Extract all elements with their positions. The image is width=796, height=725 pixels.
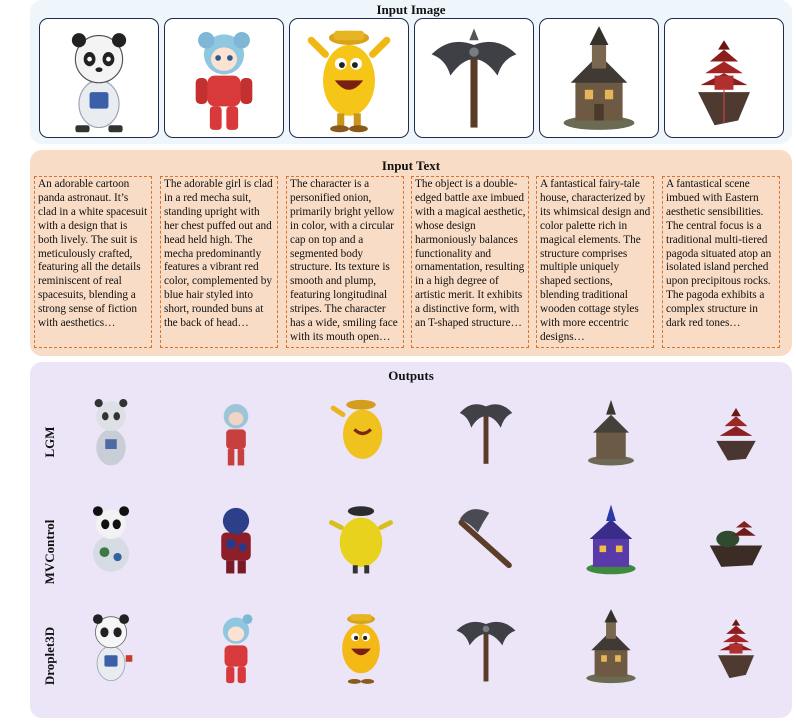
output-mvcontrol-pagoda (695, 498, 777, 580)
mecha-girl-icon (195, 606, 277, 688)
onion-character-icon (320, 498, 402, 580)
input-image-mecha-girl (164, 18, 284, 138)
pagoda-island-icon (695, 498, 777, 580)
outputs-title: Outputs (388, 368, 434, 383)
output-droplet3d-axe (445, 606, 527, 688)
fairy-house-icon (570, 390, 652, 472)
output-lgm-panda (70, 390, 152, 472)
input-image-fairy-house (539, 18, 659, 138)
fairy-house-icon (540, 19, 658, 137)
pagoda-island-icon (695, 390, 777, 472)
fairy-house-icon (570, 498, 652, 580)
panda-astronaut-icon (70, 606, 152, 688)
onion-character-icon (320, 606, 402, 688)
mecha-girl-icon (195, 390, 277, 472)
input-text-box-2: The adorable girl is clad in a red mecha suit, standing upright with her chest puffed out and head held high. The mecha predominantly features a vibrant red color, complemented by blue hair styled into short, rounded buns at the back of head… (160, 176, 278, 348)
input-image-pagoda (664, 18, 784, 138)
battle-axe-icon (445, 498, 527, 580)
pagoda-island-icon (695, 606, 777, 688)
output-droplet3d-onion (320, 606, 402, 688)
pagoda-island-icon (665, 19, 783, 137)
row-label-droplet3d: Droplet3D (42, 626, 57, 686)
output-mvcontrol-axe (445, 498, 527, 580)
input-text-box-1: An adorable cartoon panda astronaut. It’s clad in a white spacesuit with a design that is both lively. The suit is meticulously crafted, featuring all the details reminiscent of real spacesuits, blending a strong sense of fiction with aesthetics… (34, 176, 152, 348)
output-lgm-mecha-girl (195, 390, 277, 472)
onion-character-icon (320, 390, 402, 472)
row-label-lgm: LGM (42, 426, 57, 458)
panda-astronaut-icon (70, 498, 152, 580)
panda-astronaut-icon (70, 390, 152, 472)
output-droplet3d-pagoda (695, 606, 777, 688)
fairy-house-icon (570, 606, 652, 688)
output-mvcontrol-mecha-girl (195, 498, 277, 580)
battle-axe-icon (445, 390, 527, 472)
input-image-title: Input Image (376, 2, 446, 17)
output-mvcontrol-panda (70, 498, 152, 580)
input-image-axe (414, 18, 534, 138)
battle-axe-icon (445, 606, 527, 688)
input-image-panda (39, 18, 159, 138)
input-image-panel (30, 0, 792, 144)
row-label-mvcontrol: MVControl (42, 519, 57, 585)
output-droplet3d-fairy-house (570, 606, 652, 688)
input-text-panel (30, 150, 792, 356)
output-lgm-onion (320, 390, 402, 472)
outputs-panel (30, 362, 792, 718)
output-mvcontrol-onion (320, 498, 402, 580)
input-image-onion (289, 18, 409, 138)
output-droplet3d-panda (70, 606, 152, 688)
input-text-box-3: The character is a personified onion, primarily bright yellow in color, with a circular cap on top and a segmented body structure. Its texture is smooth and plump, featuring longitudinal stripes. The character has a wide, smiling face with its mouth open… (286, 176, 404, 348)
output-lgm-pagoda (695, 390, 777, 472)
input-text-box-5: A fantastical fairy-tale house, characterized by its whimsical design and color palette rich in magical elements. The structure comprises multiple uniquely shaped sections, blending traditional wooden cottage styles with more eccentric designs… (536, 176, 654, 348)
output-mvcontrol-fairy-house (570, 498, 652, 580)
output-lgm-fairy-house (570, 390, 652, 472)
battle-axe-icon (415, 19, 533, 137)
panda-astronaut-icon (40, 19, 158, 137)
input-text-box-4: The object is a double-edged battle axe imbued with a magical aesthetic, whose design harmoniously balances functionality and ornamentation, resulting in a high degree of artistic merit. It exhibits a distinctive form, with an T-shaped structure… (411, 176, 529, 348)
onion-character-icon (290, 19, 408, 137)
mecha-girl-icon (195, 498, 277, 580)
input-text-title: Input Text (381, 158, 441, 173)
mecha-girl-icon (165, 19, 283, 137)
output-droplet3d-mecha-girl (195, 606, 277, 688)
input-text-box-6: A fantastical scene imbued with Eastern aesthetic sensibilities. The central focus is a traditional multi-tiered pagoda situated atop an isolated island perched upon precipitous rocks. The pagoda exhibits a complex structure in dark red tones… (662, 176, 780, 348)
output-lgm-axe (445, 390, 527, 472)
